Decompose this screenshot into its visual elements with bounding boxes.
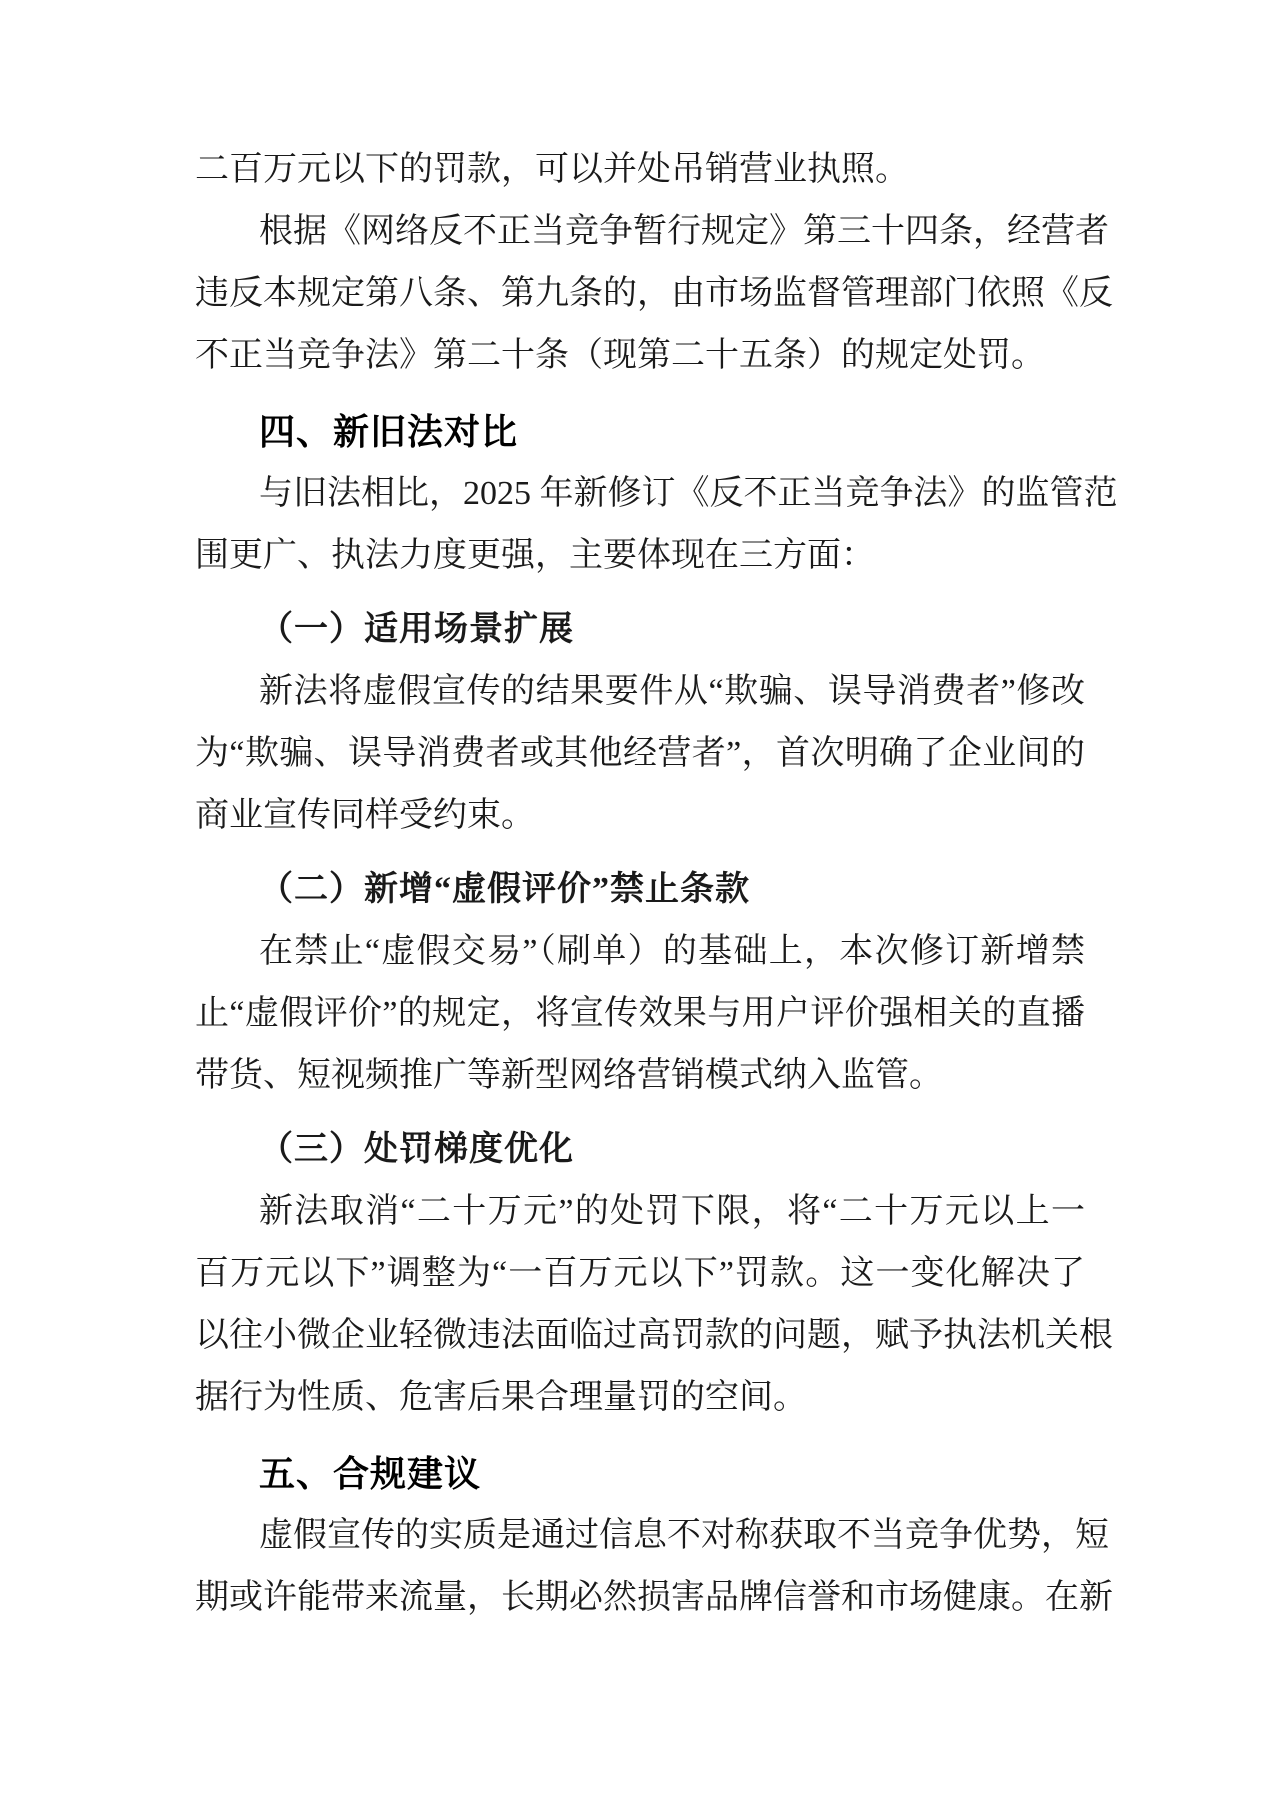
para-network-provisions	[195, 201, 1113, 387]
text-line: 二百万元以下的罚款，可以并处吊销营业执照。	[195, 151, 909, 188]
text-line: 新法取消“二十万元”的处罚下限，将“二十万元以上一	[259, 1193, 1085, 1230]
subheading-line: （二）新增“虚假评价”禁止条款	[259, 871, 750, 908]
text-line: 新法将虚假宣传的结果要件从“欺骗、误导消费者”修改	[259, 673, 1085, 710]
text-line: 违反本规定第八条、第九条的，由市场监督管理部门依照《反	[195, 275, 1113, 312]
text-line: 为“欺骗、误导消费者或其他经营者”，首次明确了企业间的	[195, 735, 1085, 772]
text-line: 带货、短视频推广等新型网络营销模式纳入监管。	[195, 1057, 943, 1094]
subheading-line: （三）处罚梯度优化	[259, 1131, 574, 1168]
para-law-comparison	[195, 463, 1118, 587]
document-content	[195, 139, 1118, 1629]
heading-line: 四、新旧法对比	[259, 411, 519, 452]
text-line: 与旧法相比，2025 年新修订《反不正当竞争法》的监管范	[259, 475, 1118, 512]
text-line: 以往小微企业轻微违法面临过高罚款的问题，赋予执法机关根	[195, 1317, 1113, 1354]
para-compliance-intro	[195, 1505, 1113, 1629]
heading-line: 五、合规建议	[259, 1453, 482, 1494]
para-penalty-tiers	[195, 1181, 1113, 1429]
subheading-penalty-tiers	[195, 1119, 1085, 1181]
text-line: 据行为性质、危害后果合理量罚的空间。	[195, 1379, 807, 1416]
text-line: 期或许能带来流量，长期必然损害品牌信誉和市场健康。在新	[195, 1579, 1113, 1616]
para-scenario-expansion	[195, 661, 1085, 847]
text-line: 不正当竞争法》第二十条（现第二十五条）的规定处罚。	[195, 337, 1045, 374]
text-line: 在禁止“虚假交易”（刷单）的基础上，本次修订新增禁	[259, 933, 1085, 970]
text-line: 根据《网络反不正当竞争暂行规定》第三十四条，经营者	[259, 213, 1109, 250]
text-line: 虚假宣传的实质是通过信息不对称获取不当竞争优势，短	[259, 1517, 1109, 1554]
subheading-scenario-expansion	[195, 599, 1085, 661]
text-line: 围更广、执法力度更强，主要体现在三方面：	[195, 537, 875, 574]
text-line: 百万元以下”调整为“一百万元以下”罚款。这一变化解决了	[195, 1255, 1085, 1292]
para-fine-continuation	[195, 139, 1085, 201]
subheading-fake-reviews	[195, 859, 1085, 921]
heading-section-4	[195, 401, 1085, 463]
text-line: 止“虚假评价”的规定，将宣传效果与用户评价强相关的直播	[195, 995, 1085, 1032]
para-fake-reviews	[195, 921, 1085, 1107]
heading-section-5	[195, 1443, 1085, 1505]
text-line: 商业宣传同样受约束。	[195, 797, 535, 834]
subheading-line: （一）适用场景扩展	[259, 611, 574, 648]
